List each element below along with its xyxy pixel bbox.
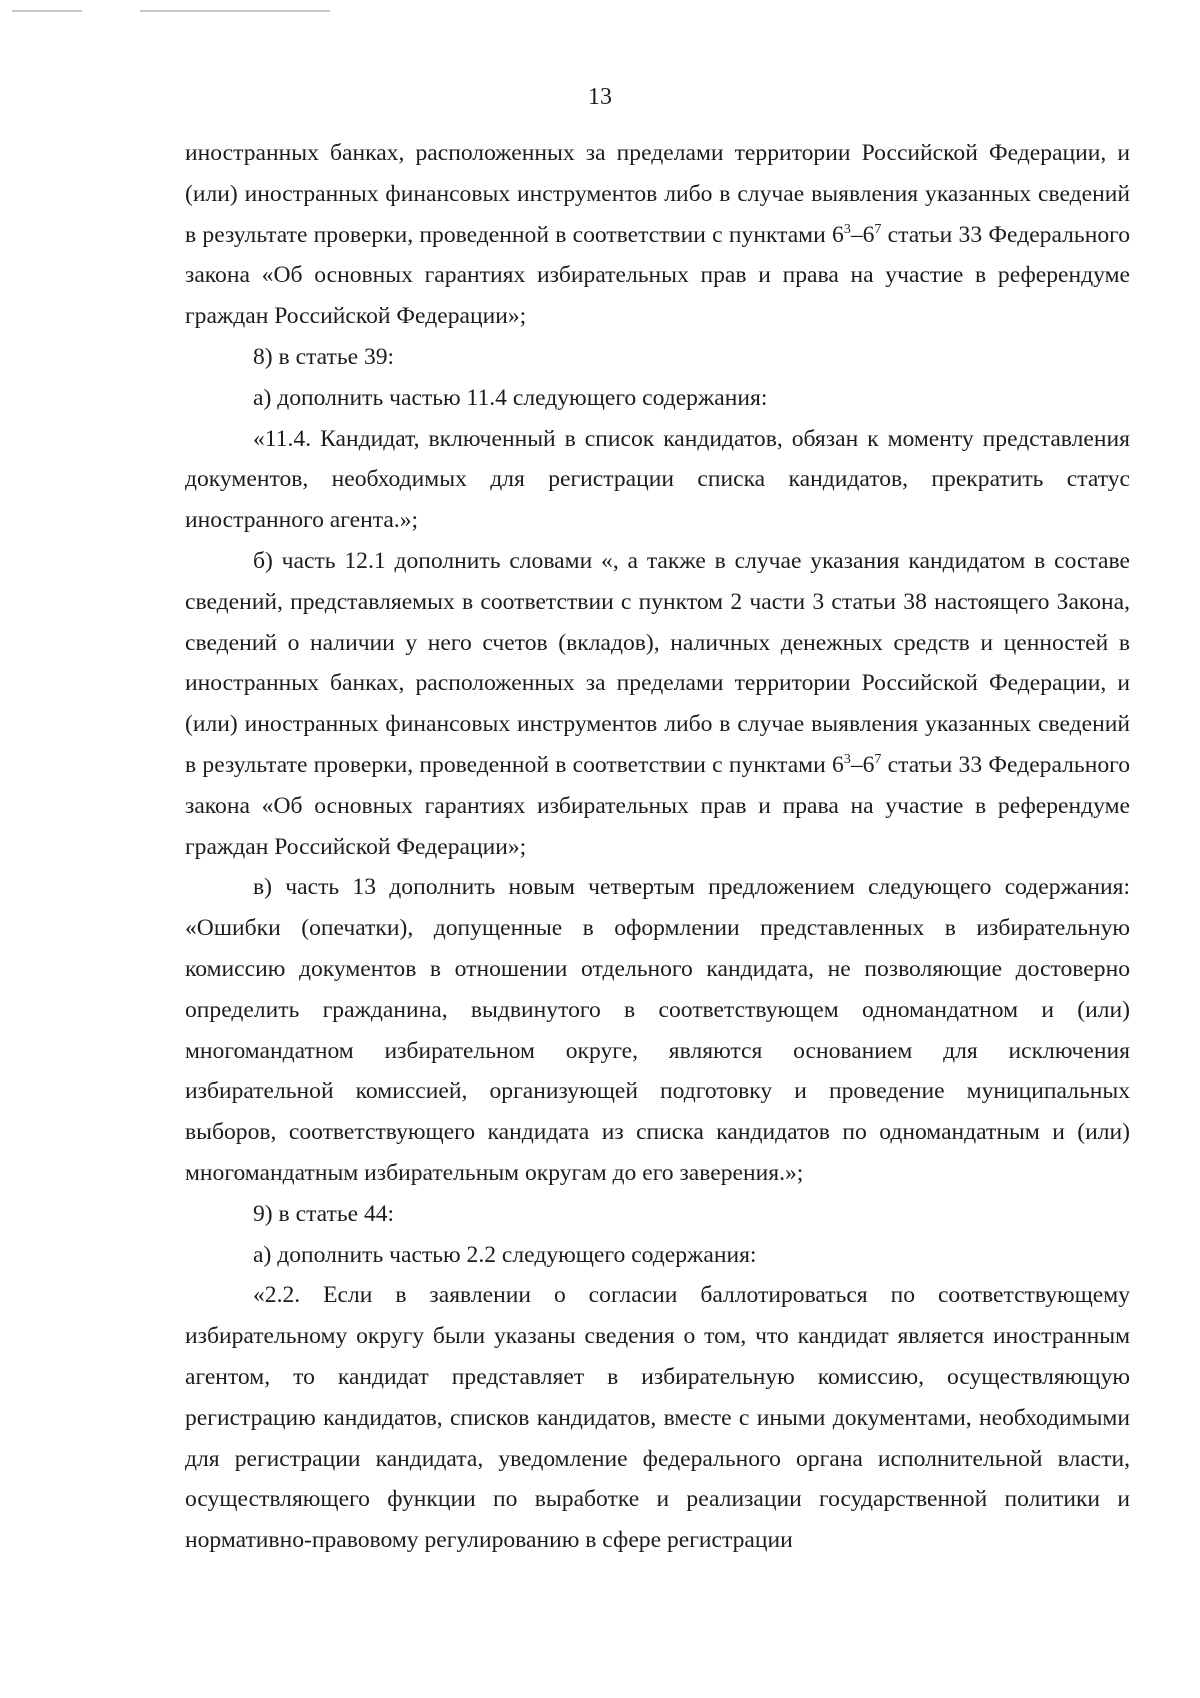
paragraph (185, 378, 1130, 419)
superscript: 7 (874, 752, 882, 768)
text-run: статьи 33 Федерального закона «Об основных гарантиях избирательных прав и права на участие в референдуме граждан Российской Федерации»; (185, 751, 1131, 860)
paragraph (185, 1194, 1130, 1235)
text-run: б) часть 12.1 дополнить словами «, а также в случае указания кандидатом в составе сведений, представляемых в соответствии с пунктом 2 части 3 статьи 38 настоящего Закона, сведений о наличии у него счетов (вкладов), наличных денежных средств и ценностей в иностранных банках, расположенных за пределами территории Российской Федерации, и (или) иностранных финансовых инструментов либо в случае выявления указанных сведений в результате проверки, проведенной в соответствии с пунктами 6 (185, 547, 1130, 778)
document-body (185, 133, 1130, 1561)
scan-artifact-mark (140, 10, 330, 12)
text-run: 9) в статье 44: (253, 1200, 395, 1227)
superscript: 7 (874, 221, 882, 237)
text-run: «2.2. Если в заявлении о согласии баллотироваться по соответствующему избирательному округу были указаны сведения о том, что кандидат является иностранным агентом, то кандидат представляет в избирательную комиссию, осуществляющую регистрацию кандидатов, списков кандидатов, вместе с иными документами, необходимыми для регистрации кандидата, уведомление федерального органа исполнительной власти, осуществляющего функции по выработке и реализации государственной политики и нормативно-правовому регулированию в сфере регистрации (185, 1282, 1130, 1554)
text-run: иностранных банках, расположенных за пределами территории Российской Федерации, и (или) иностранных финансовых инструментов либо в случае выявления указанных сведений в результате проверки, проведенной в соответствии с пунктами 6 (185, 140, 1130, 248)
text-run: –6 (850, 221, 875, 248)
paragraph (185, 133, 1130, 337)
paragraph (185, 1275, 1130, 1561)
text-run: «11.4. Кандидат, включенный в список кандидатов, обязан к моменту представления документов, необходимых для регистрации списка кандидатов, прекратить статус иностранного агента.»; (185, 425, 1130, 534)
page-number: 13 (588, 84, 612, 110)
paragraph (185, 337, 1130, 378)
paragraph (185, 1235, 1130, 1276)
paragraph (185, 419, 1130, 541)
scan-artifact-mark (12, 10, 82, 12)
superscript: 3 (843, 752, 851, 768)
paragraph (185, 541, 1130, 867)
text-run: статьи 33 Федерального закона «Об основных гарантиях избирательных прав и права на участие в референдуме граждан Российской Федерации»; (185, 221, 1131, 330)
text-run: а) дополнить частью 11.4 следующего содержания: (253, 384, 768, 411)
text-run: 8) в статье 39: (253, 343, 395, 370)
text-run: а) дополнить частью 2.2 следующего содержания: (253, 1241, 757, 1268)
text-run: –6 (850, 751, 875, 778)
paragraph (185, 867, 1130, 1193)
superscript: 3 (843, 221, 851, 237)
text-run: в) часть 13 дополнить новым четвертым предложением следующего содержания: «Ошибки (опечатки), допущенные в оформлении представленных в избирательную комиссию документов в отношении отдельного кандидата, не позволяющие достоверно определить гражданина, выдвинутого в соответствующем одномандатном и (или) многомандатном избирательном округе, являются основанием для исключения избирательной комиссией, организующей подготовку и проведение муниципальных выборов, соответствующего кандидата из списка кандидатов по одномандатным и (или) многомандатным избирательным округам до его заверения.»; (185, 874, 1130, 1186)
